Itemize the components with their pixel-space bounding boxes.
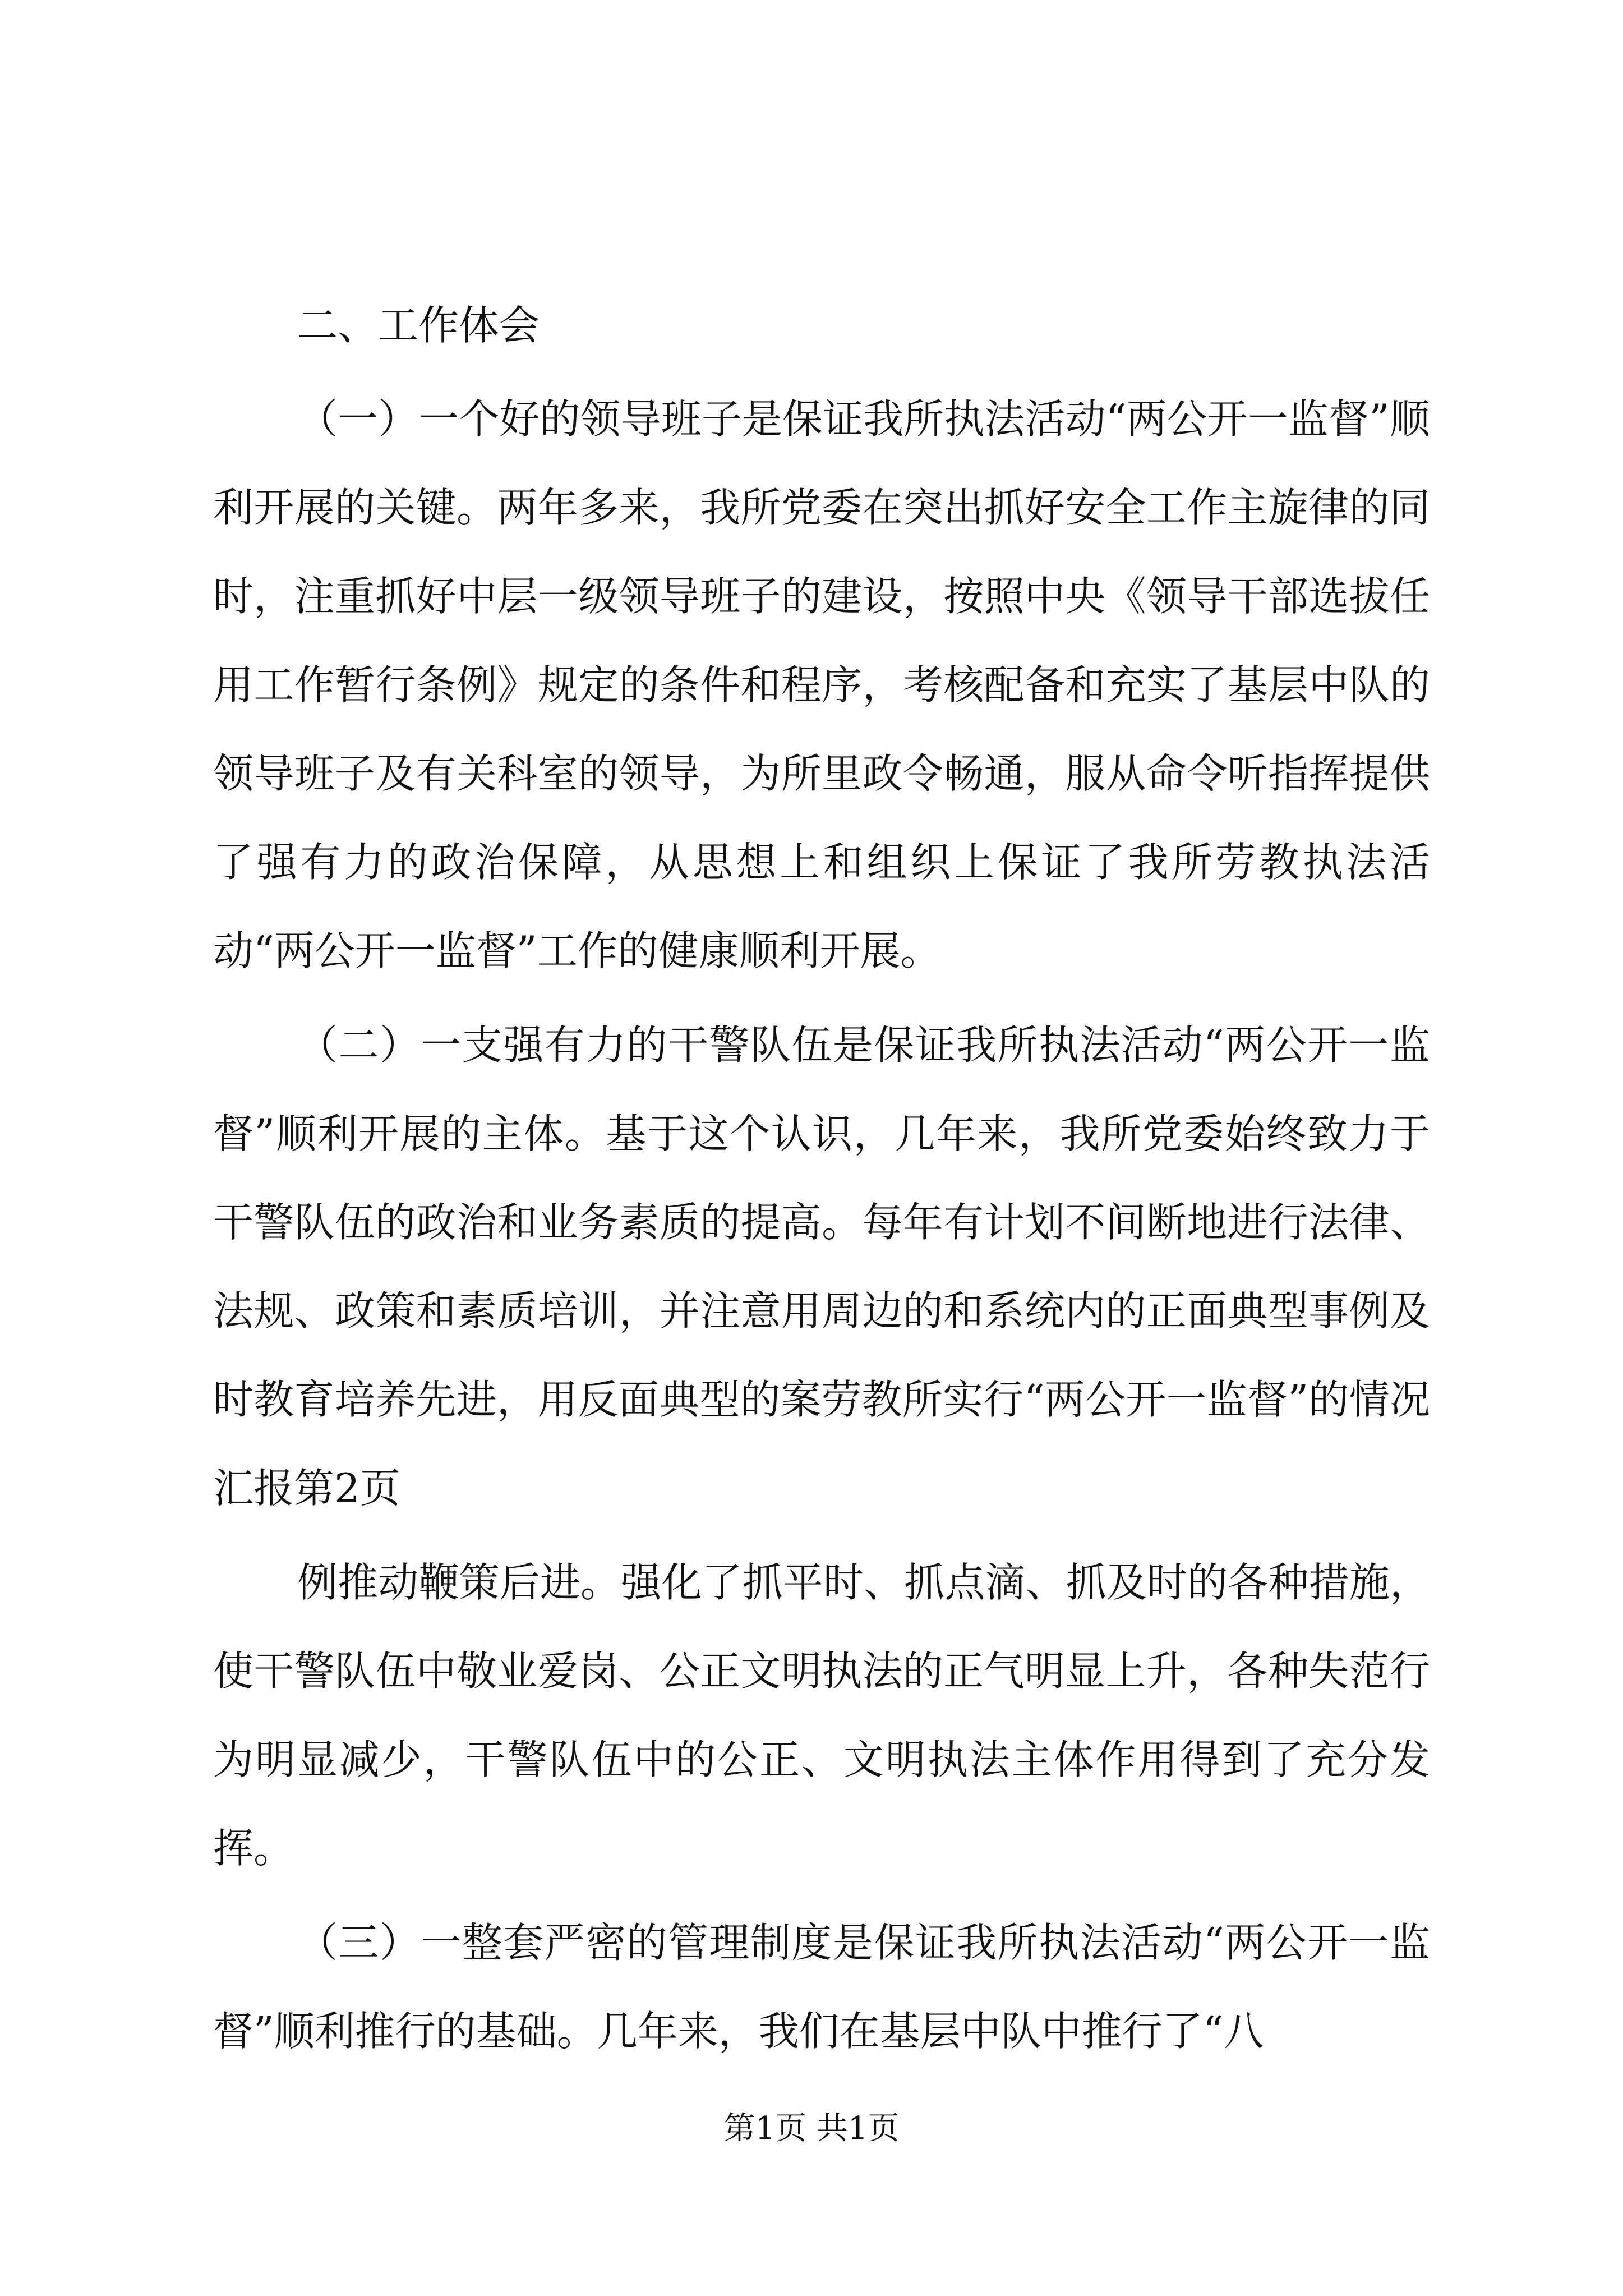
document-body <box>213 292 1430 2081</box>
paragraph-2: （二）一支强有力的干警队伍是保证我所执法活动“两公开一监督”顺利开展的主体。基于这个认识，几年来，我所党委始终致力于干警队伍的政治和业务素质的提高。每年有计划不间断地进行法律、法规、政策和素质培训，并注意用周边的和系统内的正面典型事例及时教育培养先进，用反面典型的案劳教所实行“两公开一监督”的情况汇报第2页 <box>213 1022 1430 1512</box>
paragraph-4: （三）一整套严密的管理制度是保证我所执法活动“两公开一监督”顺利推行的基础。几年来，我们在基层中队中推行了“八 <box>213 1919 1430 2055</box>
section-heading: 二、工作体会 <box>297 302 540 349</box>
page-footer: 第1页 共1页 <box>723 2110 900 2147</box>
paragraph-3: 例推动鞭策后进。强化了抓平时、抓点滴、抓及时的各种措施，使干警队伍中敬业爱岗、公正文明执法的正气明显上升，各种失范行为明显减少，干警队伍中的公正、文明执法主体作用得到了充分发挥。 <box>213 1559 1430 1872</box>
paragraph-1: （一）一个好的领导班子是保证我所执法活动“两公开一监督”顺利开展的关键。两年多来，我所党委在突出抓好安全工作主旋律的同时，注重抓好中层一级领导班子的建设，按照中央《领导干部选拔任用工作暂行条例》规定的条件和程序，考核配备和充实了基层中队的领导班子及有关科室的领导，为所里政令畅通，服从命令听指挥提供了强有力的政治保障，从思想上和组织上保证了我所劳教执法活动“两公开一监督”工作的健康顺利开展。 <box>213 395 1430 974</box>
